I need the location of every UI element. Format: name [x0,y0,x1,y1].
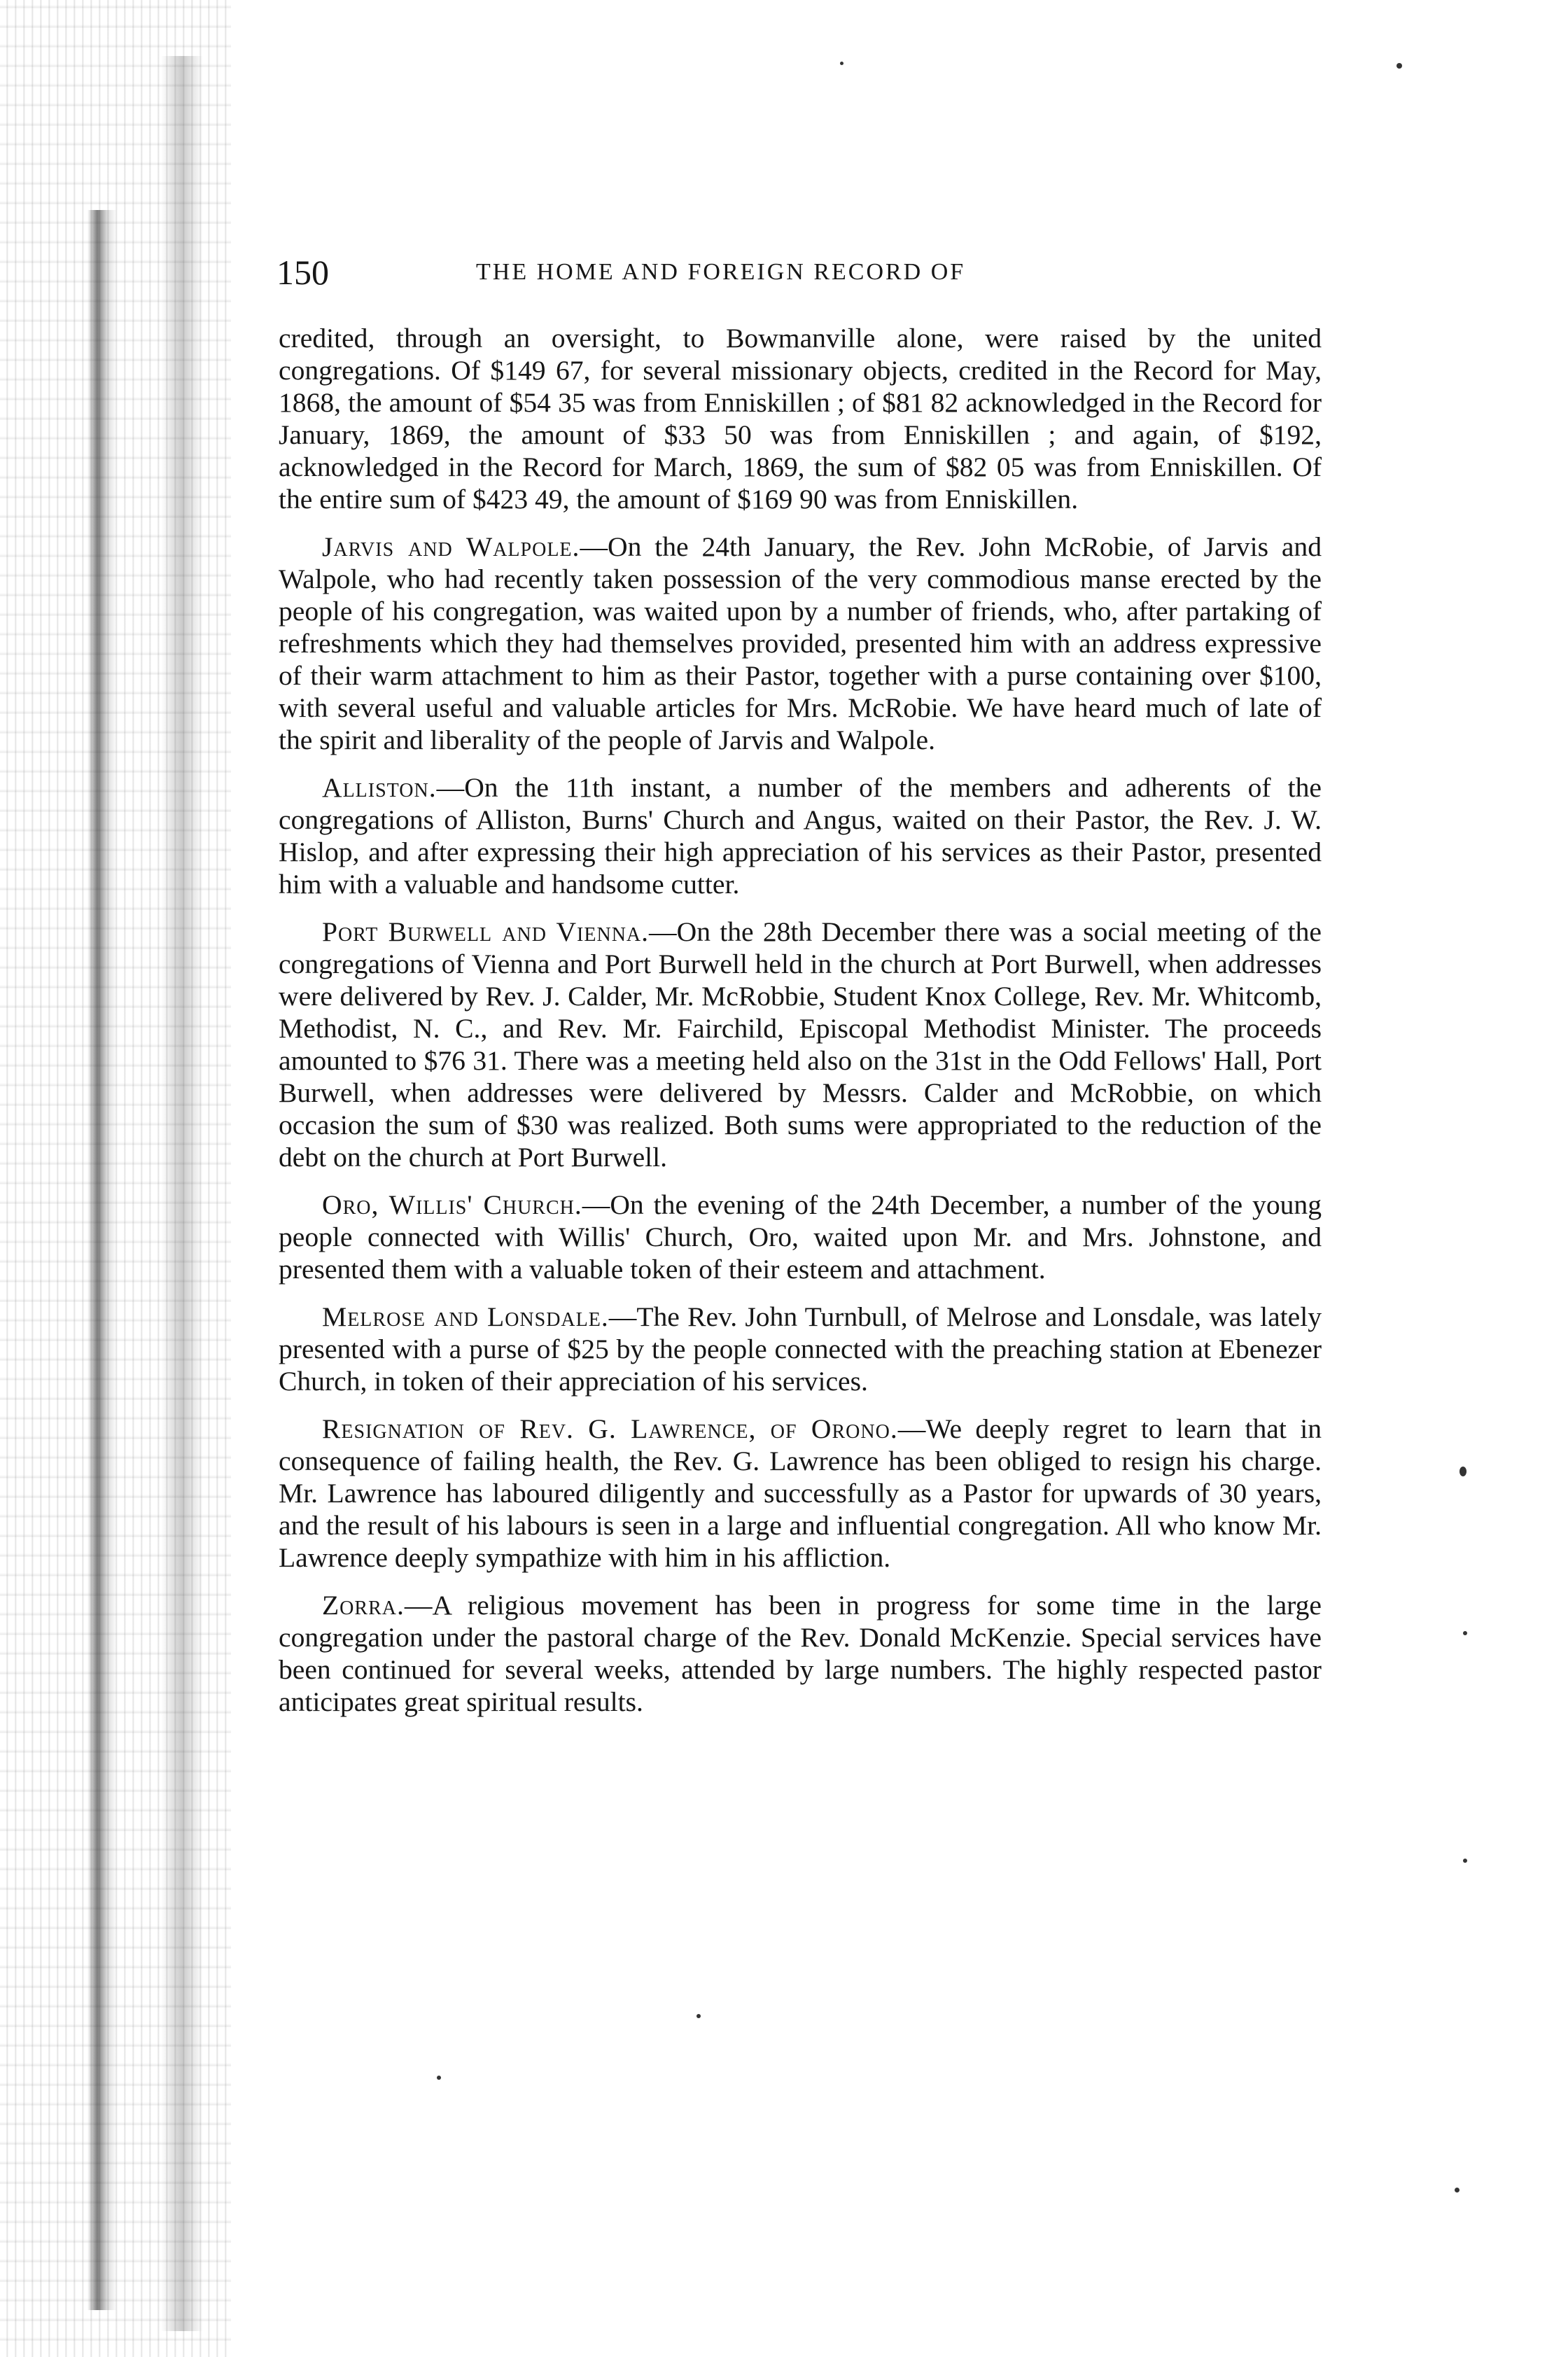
binding-shadow [88,210,117,2310]
paragraph-melrose-and-lonsdale [279,1301,1322,1397]
paragraph-port-burwell-and-vienna [279,916,1322,1173]
paragraph-heading: Alliston. [322,772,437,803]
scan-speck [1463,1859,1467,1863]
paragraph-text: —On the 24th January, the Rev. John McRobie, of Jarvis and Walpole, who had recently taken possession of the very commodious manse erected by the people of his congregation, was waited upon by a number of friends, who, after partaking of refreshments which they had themselves provided, presented him with an address expressive of their warm attachment to him as their Pastor, together with a purse containing over $100, with several useful and valuable articles for Mrs. McRobie. We have heard much of late of the spirit and liberality of the people of Jarvis and Walpole. [279,531,1322,755]
paragraph-jarvis-and-walpole [279,531,1322,756]
paragraph-text: credited, through an oversight, to Bowmanville alone, were raised by the united congregations. Of $149 67, for several missionary objects, credited in the Record for May, 1868, the amount of $54 35 was from Enniskillen ; of $81 82 acknowledged in the Record for January, 1869, the amount of $33 50 was from Enniskillen ; and again, of $192, acknowledged in the Record for March, 1869, the sum of $82 05 was from Enniskillen. Of the entire sum of $423 49, the amount of $169 90 was from Enniskillen. [279,323,1322,515]
running-head: THE HOME AND FOREIGN RECORD OF [476,259,966,285]
paragraph-text: —On the evening of the 24th December, a number of the young people connected with Willis' Church, Oro, waited upon Mr. and Mrs. Johnstone, and presented them with a valuable token of their esteem and attachment. [279,1189,1322,1285]
paragraph-text: —On the 28th December there was a social meeting of the congregations of Vienna and Port Burwell held in the church at Port Burwell, when addresses were delivered by Rev. J. Calder, Mr. McRobbie, Student Knox College, Rev. Mr. Whitcomb, Methodist, N. C., and Rev. Mr. Fairchild, Episcopal Methodist Minister. The proceeds amounted to $76 31. There was a meeting held also on the 31st in the Odd Fellows' Hall, Port Burwell, when addresses were delivered by Messrs. Calder and McRobbie, on which occasion the sum of $30 was realized. Both sums were appropriated to the reduction of the debt on the church at Port Burwell. [279,916,1322,1173]
paragraph-oro-willis-church [279,1189,1322,1285]
paragraph-heading: Resignation of Rev. G. Lawrence, of Orono. [322,1413,898,1444]
scan-speck [1463,1631,1467,1635]
paragraph-heading: Melrose and Lonsdale. [322,1301,609,1332]
scan-speck [840,62,844,65]
paragraph-heading: Oro, Willis' Church. [322,1189,582,1220]
paragraph-text: —We deeply regret to learn that in consequence of failing health, the Rev. G. Lawrence has been obliged to resign his charge. Mr. Lawrence has laboured diligently and successfully as a Pastor for upwards of 30 years, and the result of his labours is seen in a large and influential congregation. All who know Mr. Lawrence deeply sympathize with him in his affliction. [279,1413,1322,1573]
paragraph-text: —The Rev. John Turnbull, of Melrose and Lonsdale, was lately presented with a purse of $25 by the people connected with the preaching station at Ebenezer Church, in token of their appreciation of his services. [279,1301,1322,1397]
paragraph-heading: Jarvis and Walpole. [322,531,580,562]
paragraph-text: —On the 11th instant, a number of the members and adherents of the congregations of Alliston, Burns' Church and Angus, waited on their Pastor, the Rev. J. W. Hislop, and after expressing their high appreciation of his services as their Pastor, presented him with a valuable and handsome cutter. [279,772,1322,900]
scan-speck [1396,63,1402,69]
paragraph-text: —A religious movement has been in progress for some time in the large congregation under the pastoral charge of the Rev. Donald McKenzie. Special services have been continued for several weeks, attended by large numbers. The highly respected pastor anticipates great spiritual results. [279,1590,1322,1717]
binding-shadow-secondary [161,56,203,2331]
scan-speck [1460,1467,1466,1476]
page-number: 150 [276,253,329,292]
scan-speck [696,2014,701,2018]
scan-speck [437,2076,441,2080]
paragraph-continuation [279,322,1322,515]
paragraph-resignation-lawrence [279,1413,1322,1574]
paragraph-alliston [279,771,1322,900]
paragraph-heading: Port Burwell and Vienna. [322,916,650,947]
article-body [279,322,1322,1733]
scan-speck [1455,2188,1460,2192]
paragraph-zorra [279,1589,1322,1718]
paragraph-heading: Zorra. [322,1590,405,1621]
page-header [276,252,1326,301]
